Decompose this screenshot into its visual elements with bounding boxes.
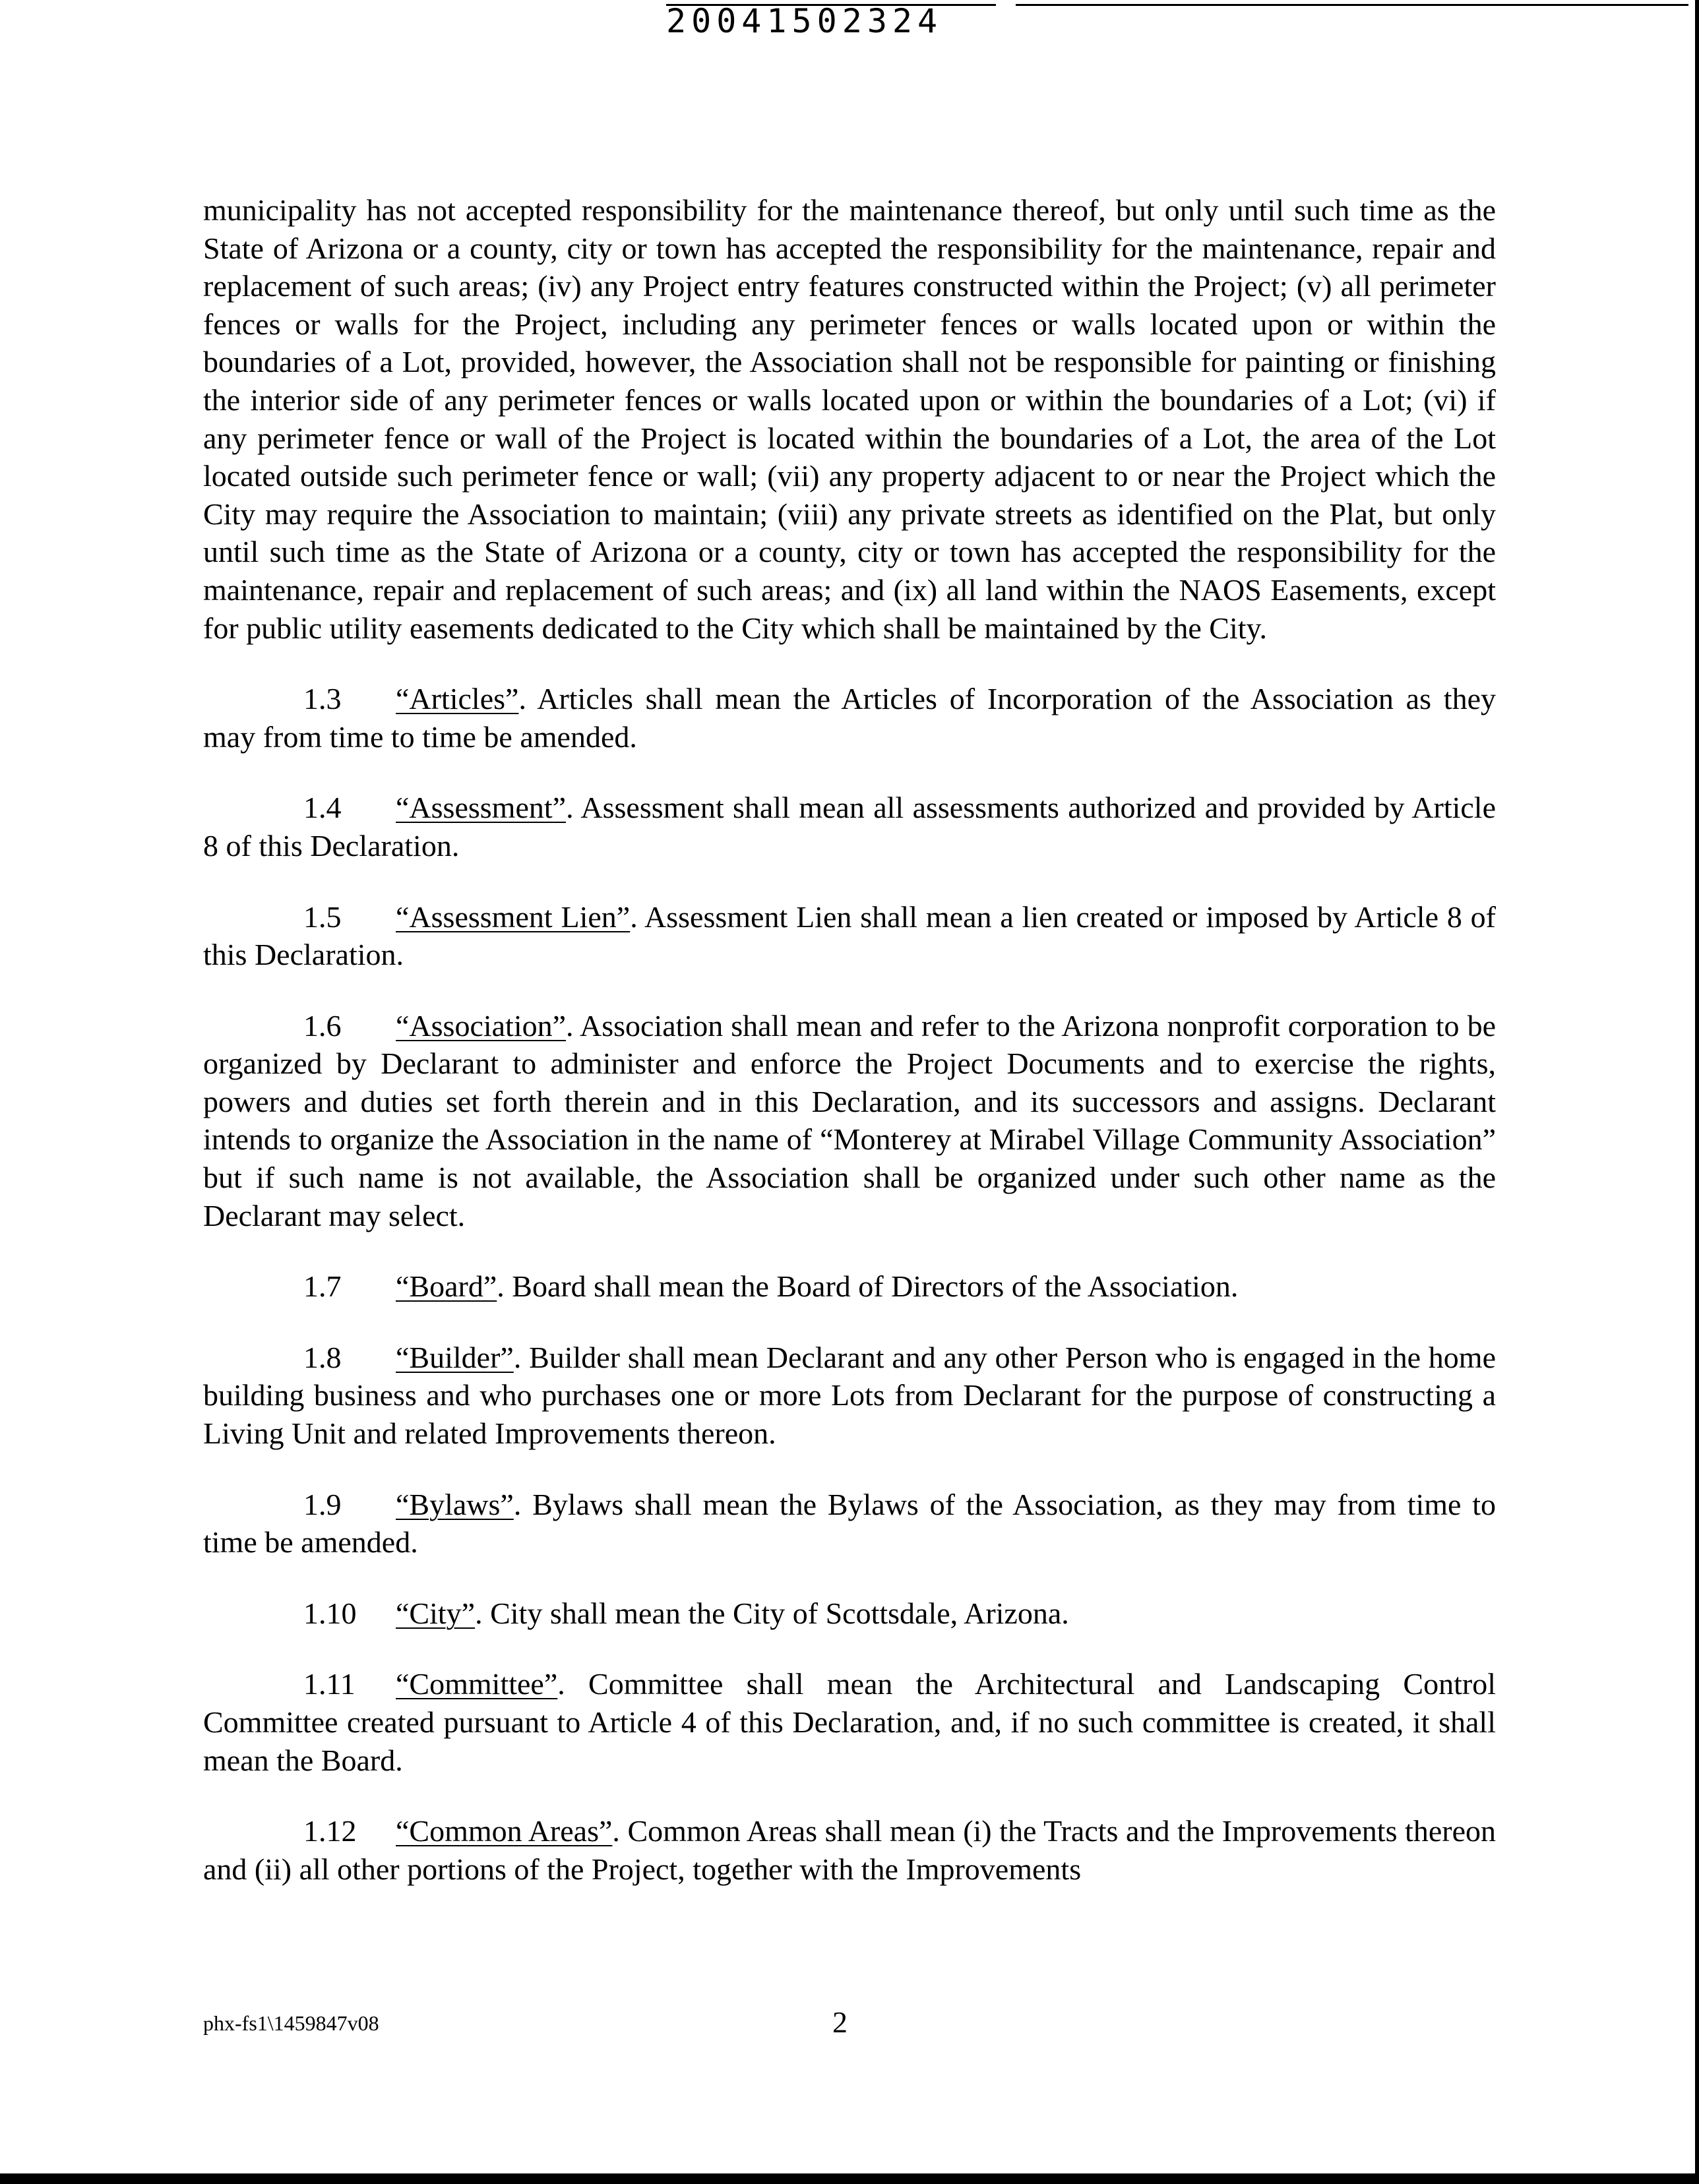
document-body [203, 191, 1496, 1921]
section-text: . Assessment Lien shall mean a lien created or imposed by Article 8 of this Declaration. [203, 899, 1496, 972]
section-number: 1.12 [303, 1814, 357, 1848]
section-number: 1.10 [303, 1596, 357, 1630]
section-text: . Association shall mean and refer to the Arizona nonprofit corporation to be organized by Declarant to administer and enforce the Project Documents and to exercise the rights, powers and duties set forth therein and in this Declaration, and its successors and assigns. Declarant intends to organize the Association in the name of “Monterey at Mirabel Village Community Association” but if such name is not available, the Association shall be organized under such other name as the Declarant may select. [203, 1008, 1496, 1232]
defined-term: “City” [396, 1596, 476, 1630]
section-1-4 [203, 789, 1496, 864]
defined-term: “Common Areas” [396, 1814, 613, 1848]
section-1-7 [203, 1267, 1496, 1306]
section-number: 1.7 [303, 1269, 342, 1304]
section-1-3 [203, 680, 1496, 756]
section-number: 1.8 [303, 1340, 342, 1374]
section-text: . Assessment shall mean all assessments authorized and provided by Article 8 of this Declaration. [203, 791, 1496, 863]
section-text: . Builder shall mean Declarant and any other Person who is engaged in the home building business and who purchases one or more Lots from Declarant for the purpose of constructing a Living Unit and related Improvements thereon. [203, 1340, 1496, 1451]
defined-term: “Assessment Lien” [396, 899, 631, 934]
section-number: 1.9 [303, 1487, 342, 1521]
defined-term: “Bylaws” [396, 1487, 514, 1521]
section-1-5 [203, 898, 1496, 974]
section-text: . Committee shall mean the Architectural and Landscaping Control Committee created pursuant to Article 4 of this Declaration, and, if no such committee is created, it shall mean the Board. [203, 1667, 1496, 1777]
defined-term: “Assessment” [396, 791, 567, 825]
defined-term: “Committee” [396, 1667, 558, 1701]
section-number: 1.11 [303, 1667, 355, 1701]
section-1-11 [203, 1665, 1496, 1779]
section-1-8 [203, 1339, 1496, 1453]
file-reference: phx-fs1\1459847v08 [203, 2011, 379, 2035]
section-text: . Articles shall mean the Articles of Incorporation of the Association as they may from time to time be amended. [203, 682, 1496, 754]
defined-term: “Association” [396, 1008, 567, 1043]
section-number: 1.4 [303, 791, 342, 825]
document-id: 20041502324 [666, 2, 943, 40]
page-number: 2 [832, 2005, 848, 2039]
section-text: . Common Areas shall mean (i) the Tracts and the Improvements thereon and (ii) all other portions of the Project, together with the Improvements [203, 1814, 1496, 1886]
scan-edge [1695, 0, 1699, 2184]
lead-paragraph: municipality has not accepted responsibility for the maintenance thereof, but only until such time as the State of Arizona or a county, city or town has accepted the responsibility for the maintenance, repair and replacement of such areas; (iv) any Project entry features constructed within the Project; (v) all perimeter fences or walls for the Project, including any perimeter fences or walls located upon or within the boundaries of a Lot, provided, however, the Association shall not be responsible for painting or finishing the interior side of any perimeter fences or walls located upon or within the boundaries of a Lot; (vi) if any perimeter fence or wall of the Project is located within the boundaries of a Lot, the area of the Lot located outside such perimeter fence or wall; (vii) any property adjacent to or near the Project which the City may require the Association to maintain; (viii) any private streets as identified on the Plat, but only until such time as the State of Arizona or a county, city or town has accepted the responsibility for the maintenance, repair and replacement of such areas; and (ix) all land within the NAOS Easements, except for public utility easements dedicated to the City which shall be maintained by the City. [203, 193, 1496, 645]
section-1-6 [203, 1007, 1496, 1235]
section-1-12 [203, 1812, 1496, 1888]
section-1-9 [203, 1486, 1496, 1562]
section-1-10 [203, 1594, 1496, 1633]
defined-term: “Builder” [396, 1340, 514, 1374]
section-number: 1.6 [303, 1008, 342, 1043]
section-number: 1.5 [303, 899, 342, 934]
scan-bottom-edge [0, 2173, 1699, 2184]
defined-term: “Board” [396, 1269, 497, 1304]
section-number: 1.3 [303, 682, 342, 716]
section-text: . City shall mean the City of Scottsdale, Arizona. [475, 1596, 1069, 1630]
defined-term: “Articles” [396, 682, 519, 716]
section-text: . Bylaws shall mean the Bylaws of the Association, as they may from time to time be amended. [203, 1487, 1496, 1560]
header-rule-right [1016, 4, 1688, 6]
section-text: . Board shall mean the Board of Directors of the Association. [497, 1269, 1239, 1304]
